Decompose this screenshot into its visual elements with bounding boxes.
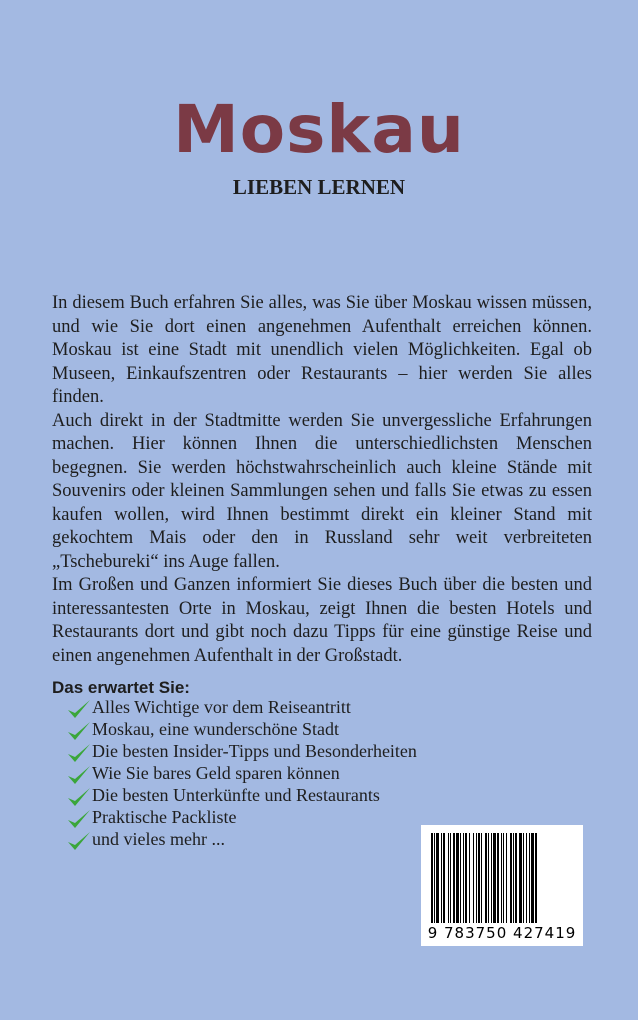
checklist-item-label: Praktische Packliste [92, 807, 237, 827]
checklist-item-label: und vieles mehr ... [92, 829, 225, 849]
description-text [52, 292, 592, 668]
checklist-item-label: Moskau, eine wunderschöne Stadt [92, 719, 339, 739]
book-title: Moskau [173, 91, 465, 168]
description-paragraph-1: In diesem Buch erfahren Sie alles, was Sie über Moskau wissen müssen, und wie Sie dort einen angenehmen Aufenthalt erreichen können. Moskau ist eine Stadt mit unendlich vielen Möglichkeiten. Egal ob Museen, Einkaufszentren oder Restaurants – hier werden Sie alles finden. [52, 293, 592, 407]
checklist-item [66, 696, 417, 718]
barcode-bars [431, 833, 573, 923]
checklist-item [66, 784, 417, 806]
checklist-heading: Das erwartet Sie: [52, 678, 190, 697]
checklist-item-label: Die besten Unterkünfte und Restaurants [92, 785, 380, 805]
checklist-item [66, 740, 417, 762]
feature-checklist [66, 696, 417, 850]
checklist-item [66, 718, 417, 740]
checklist-item-label: Alles Wichtige vor dem Reiseantritt [92, 697, 351, 717]
isbn-digits: 9 783750 427419 [427, 924, 577, 942]
check-icon [66, 830, 92, 854]
description-paragraph-2: Auch direkt in der Stadtmitte werden Sie unvergessliche Erfahrungen machen. Hier können Ihnen die unterschiedlichsten Menschen begegnen. Sie werden höchstwahrscheinlich auch kleine Stände mit Souvenirs oder kleinen Sammlungen sehen und falls Sie etwas zu essen kaufen wollen, wird Ihnen bestimmt direkt ein kleiner Stand mit gekochtem Mais oder den in Russland sehr weit verbreiteten „Tschebureki“ ins Auge fallen. [52, 410, 592, 572]
checklist-item [66, 828, 417, 850]
isbn-barcode [421, 825, 583, 946]
checklist-item [66, 762, 417, 784]
checklist-item [66, 806, 417, 828]
description-paragraph-3: Im Großen und Ganzen informiert Sie dieses Buch über die besten und interessantesten Orte in Moskau, zeigt Ihnen die besten Hotels und Restaurants dort und gibt noch dazu Tipps für eine günstige Reise und einen angenehmen Aufenthalt in der Großstadt. [52, 575, 592, 666]
checklist-item-label: Wie Sie bares Geld sparen können [92, 763, 340, 783]
book-subtitle: LIEBEN LERNEN [232, 175, 406, 199]
checklist-item-label: Die besten Insider-Tipps und Besonderheiten [92, 741, 417, 761]
